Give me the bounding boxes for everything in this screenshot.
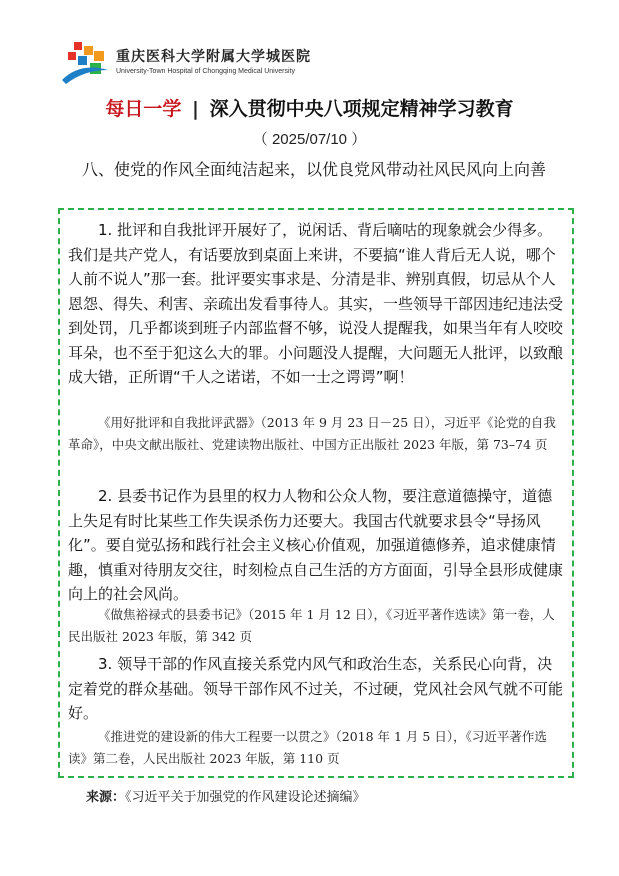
paragraph-1-text: 1. 批评和自我批评开展好了，说闲话、背后嘀咕的现象就会少得多。我们是共产党人，有话要放到桌面上来讲，不要搞“谁人背后无人说，哪个人前不说人”那一套。批评要实事求是、分清是非、辨别真假，切忌从个人恩怨、得失、利害、亲疏出发看事待人。其实，一些领导干部因违纪违法受到处罚，几乎都谈到班子内部监督不够，说没人提醒我，如果当年有人咬咬耳朵，也不至于犯这么大的罪。小问题没人提醒，大问题无人批评，以致酿成大错，正所谓“千人之诺诺，不如一士之谔谔”啊！ [68, 221, 564, 386]
paragraph-1 [68, 218, 564, 390]
publish-date: （ 2025/07/10 ） [252, 131, 367, 148]
page-title [0, 94, 619, 121]
title-main-text: 深入贯彻中央八项规定精神学习教育 [209, 98, 514, 120]
section-heading [60, 158, 580, 182]
reference-3 [68, 726, 564, 770]
reference-1-text: 《用好批评和自我批评武器》（2013 年 9 月 23 日－25 日），习近平《论党的自我革命》，中央文献出版社、党建读物出版社、中国方正出版社 2023 年版，第 73–74 页 [68, 415, 556, 452]
paragraph-3-text: 3. 领导干部的作风直接关系党内风气和政治生态，关系民心向背，决定着党的群众基础。领导干部作风不过关，不过硬，党风社会风气就不可能好。 [68, 655, 564, 722]
section-heading-text: 八、使党的作风全面纯洁起来，以优良党风带动社风民风向上向善 [82, 160, 547, 179]
reference-1 [68, 412, 564, 456]
hospital-header [60, 40, 360, 90]
hospital-name-cn: 重庆医科大学附属大学城医院 [116, 49, 311, 65]
paragraph-2-text: 2. 县委书记作为县里的权力人物和公众人物，要注意道德操守，道德上失足有时比某些工作失误杀伤力还要大。我国古代就要求县令“导扬风化”。要自觉弘扬和践行社会主义核心价值观，加强道德修养，追求健康情趣，慎重对待朋友交往，时刻检点自己生活的方方面面，引导全县形成健康向上的社会风尚。 [68, 487, 564, 603]
hospital-name-en: University-Town Hospital of Chongqing Medical University [116, 68, 295, 75]
hospital-logo-icon [60, 40, 110, 86]
source-line [86, 786, 366, 805]
source-label: 来源： [86, 790, 126, 805]
reference-2 [68, 604, 564, 648]
reference-2-text: 《做焦裕禄式的县委书记》（2015 年 1 月 12 日），《习近平著作选读》第一卷，人民出版社 2023 年版，第 342 页 [68, 607, 555, 644]
reference-3-text: 《推进党的建设新的伟大工程要一以贯之》（2018 年 1 月 5 日），《习近平著作选读》第二卷，人民出版社 2023 年版，第 110 页 [68, 729, 547, 766]
paragraph-3 [68, 652, 564, 726]
paragraph-2 [68, 484, 564, 607]
source-text: 《习近平关于加强党的作风建设论述摘编》 [125, 790, 366, 805]
title-daily-label: 每日一学 [105, 98, 182, 120]
title-separator: | [192, 98, 199, 120]
